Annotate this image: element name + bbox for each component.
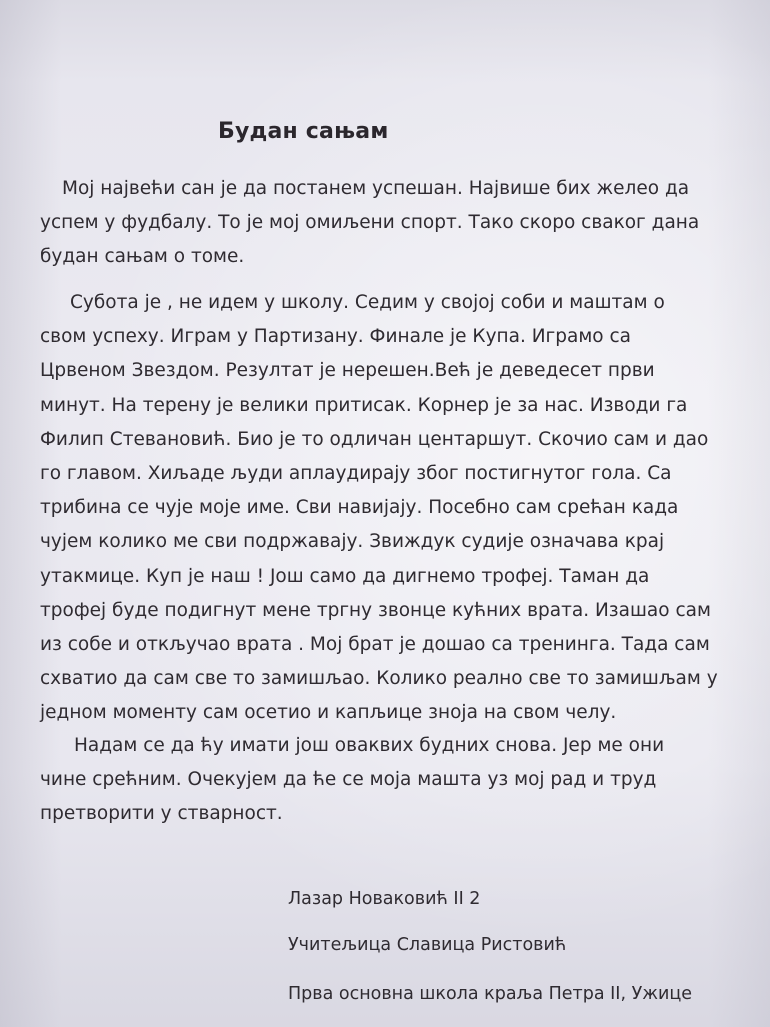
paragraph-line: го главом. Хиљаде људи аплаудирају због постигнутог гола. Са [40,463,672,485]
author-line: Лазар Новаковић II 2 [288,889,481,909]
paragraph-line: Филип Стевановић. Био је то одличан центаршут. Скочио сам и дао [40,428,709,450]
paragraph-line: Субота је , не идем у школу. Седим у својој соби и маштам о [70,292,665,313]
paragraph-line: претворити у стварност. [40,803,283,825]
paragraph-line: свом успеху. Играм у Партизану. Финале је Купа. Играмо са [40,326,632,348]
paragraph-line: утакмице. Куп је наш ! Још само да дигнемо трофеј. Таман да [40,565,650,587]
paragraph-3 [40,729,742,832]
paragraph-line: минут. На терену је велики притисак. Корнер је за нас. Изводи га [40,394,688,416]
paragraph-line: Мој највећи сан је да постанем успешан. Највише бих желео да [62,178,690,199]
paragraph-line: успем у фудбалу. То је мој омиљени спорт. Тако скоро сваког дана [40,212,700,234]
paragraph-line: трофеј буде подигнут мене тргну звонце кућних врата. Изашао сам [40,599,711,621]
paragraph-line: Црвеном Звездом. Резултат је нерешен.Већ је деведесет први [40,360,655,382]
paragraph-line: будан сањам о томе. [40,246,245,268]
school-line: Прва основна школа краља Петра II, Ужице [288,984,693,1004]
paragraph-line: Надам се да ћу имати још оваквих будних снова. Јер ме они [74,735,665,756]
paragraph-2 [40,286,742,731]
teacher-line: Учитељица Славица Ристовић [288,935,567,955]
essay-title: Будан сањам [218,119,389,144]
paragraph-line: чине срећним. Очекујем да ће се моја машта уз мој рад и труд [40,769,657,791]
paragraph-line: чујем колико ме сви подржавају. Звиждук судије означава крај [40,531,665,553]
paragraph-line: из собе и откључао врата . Мој брат је дошао са тренинга. Тада сам [40,634,710,656]
paragraph-line: трибина се чује моје име. Сви навијају. Посебно сам срећан када [40,497,679,519]
paragraph-line: схватио да сам све то замишљао. Колико реално све то замишљам у [40,668,718,690]
paragraph-line: једном моменту сам осетио и капљице зноја на свом челу. [40,702,617,724]
paragraph-1 [40,172,742,275]
